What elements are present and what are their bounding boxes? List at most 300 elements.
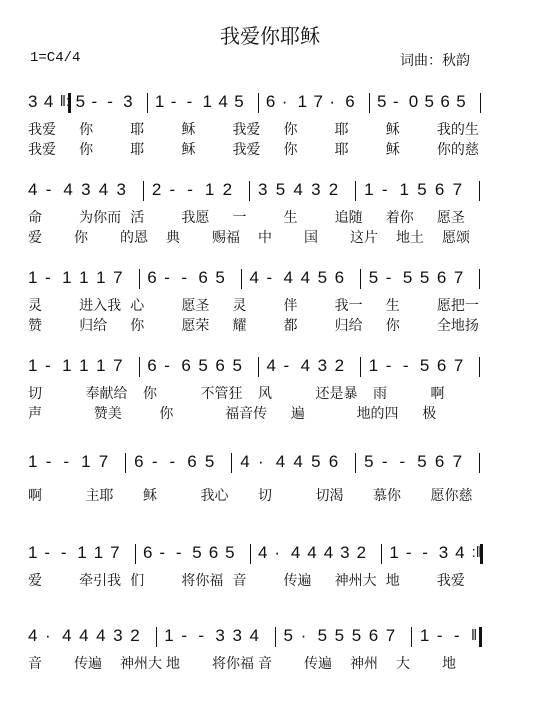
lyric-word: 牵引我 [79, 573, 122, 589]
note-token: - [45, 180, 52, 199]
note-token: 2 [328, 180, 339, 199]
lyric-word: 神州大 [120, 656, 162, 672]
barline [143, 181, 144, 201]
note-token: - [186, 92, 193, 111]
repeat-sign: ‖: [59, 93, 71, 110]
lyric-word: 传遍 [304, 656, 332, 672]
lyric-word: 你 [79, 142, 94, 158]
note-token: 6 [436, 356, 447, 375]
lyric-word: 主耶 [85, 488, 114, 504]
barline [156, 627, 157, 647]
note-token: 6 [147, 356, 157, 375]
note-token: 5 [351, 626, 362, 645]
lyric-word: 灵 [28, 298, 42, 314]
note-token: 1 [399, 180, 409, 199]
note-token: 4 [300, 356, 311, 375]
barline [479, 627, 482, 647]
note-token: 5 [275, 180, 286, 199]
lyric-word: 我爱 [436, 573, 465, 589]
note-token: 5 [402, 268, 413, 287]
note-token: 6 [134, 452, 144, 471]
lyric-word: 灵 [232, 298, 247, 314]
lyric-word: 你 [283, 122, 298, 138]
lyric-word: 切 [258, 488, 272, 504]
lyric-word: 耶 [130, 122, 145, 138]
barline [479, 357, 480, 377]
note-token: 0 [408, 92, 419, 111]
note-token: - [170, 92, 177, 111]
note-token: 1 [28, 268, 38, 287]
note-token: - [63, 452, 70, 471]
note-token: 3 [123, 92, 133, 111]
lyric-word: 传遍 [74, 656, 102, 672]
lyric-word: 全地扬 [436, 318, 479, 334]
note-token: 5 [198, 356, 208, 375]
barline [381, 544, 382, 564]
lyric-word: 国 [304, 230, 318, 246]
note-token: 6 [181, 356, 191, 375]
note-token: 5 [364, 452, 374, 471]
note-token: 3 [340, 543, 350, 562]
lyricist-composer-credit: 词曲：秋韵 [400, 53, 470, 69]
lyric-word: 地的四 [356, 406, 399, 422]
barline [147, 93, 148, 113]
lyric-word: 心 [130, 298, 145, 314]
note-token: 4 [290, 543, 301, 562]
repeat-sign: ‖ [470, 627, 478, 644]
note-token: 6 [345, 92, 355, 111]
note-token: 5 [424, 92, 435, 111]
note-token: - [107, 92, 113, 111]
lyric-word: 我的生 [436, 122, 479, 138]
lyric-line-2 [28, 591, 488, 611]
note-token: - [198, 626, 205, 645]
notation-line [28, 178, 488, 202]
lyric-word: 耀 [232, 318, 247, 334]
note-token: - [164, 268, 170, 287]
lyric-word: 风 [258, 386, 272, 402]
barline [360, 357, 361, 377]
lyric-word: 赞 [28, 318, 42, 334]
lyric-word: 你的慈 [436, 142, 479, 158]
note-token: 3 [113, 626, 123, 645]
barline [231, 453, 232, 473]
note-token: 3 [232, 626, 242, 645]
note-token: 7 [452, 180, 463, 199]
lyric-word: 你 [79, 122, 94, 138]
lyric-word: 愿你慈 [430, 488, 473, 504]
lyric-word: 奉献给 [85, 386, 128, 402]
lyric-word: 愿圣 [436, 210, 465, 226]
lyric-word: 稣 [181, 122, 196, 138]
note-token: 7 [98, 452, 109, 471]
lyric-word: 地土 [396, 230, 424, 246]
note-token: 1 [79, 268, 89, 287]
note-token: - [164, 356, 170, 375]
note-token: 3 [317, 356, 328, 375]
lyric-word: 愿颂 [442, 230, 470, 246]
note-token: 5 [234, 92, 244, 111]
note-token: 3 [258, 180, 268, 199]
lyric-word: 慕你 [373, 488, 401, 504]
note-token: 1 [96, 268, 106, 287]
lyric-word: 活 [130, 210, 145, 226]
note-token: 6 [334, 268, 345, 287]
lyric-word: 稣 [181, 142, 196, 158]
lyric-word: 归给 [79, 318, 108, 334]
note-token: - [45, 268, 51, 287]
barline [258, 93, 259, 113]
note-token: 4 [28, 626, 38, 645]
note-token: 7 [113, 356, 123, 375]
lyric-word: 赞美 [93, 406, 122, 422]
lyric-line-1 [28, 384, 488, 404]
note-token: 6 [440, 92, 450, 111]
note-token: 2 [130, 626, 140, 645]
barline [275, 627, 276, 647]
note-token: 1 [28, 356, 38, 375]
note-token: 2 [356, 543, 367, 562]
note-token: 2 [151, 180, 162, 199]
barline [355, 453, 356, 473]
lyric-word: 一 [232, 210, 247, 226]
lyric-line-2 [28, 674, 488, 694]
note-token: 5 [419, 356, 430, 375]
lyric-word: 稣 [385, 142, 400, 158]
note-token: 5 [317, 268, 328, 287]
lyric-line-2 [28, 140, 488, 160]
lyric-word: 雨 [373, 386, 387, 402]
lyric-line-2 [28, 228, 488, 248]
note-token: · [274, 543, 281, 562]
barline [249, 181, 250, 201]
repeat-sign: :‖ [471, 544, 482, 561]
lyric-line-2 [28, 404, 488, 424]
barline [258, 357, 259, 377]
lyric-word: 音 [258, 656, 272, 672]
note-token: - [392, 92, 399, 111]
note-token: · [300, 626, 307, 645]
note-token: 1 [96, 356, 106, 375]
note-token: 1 [419, 626, 430, 645]
note-token: 1 [368, 356, 379, 375]
note-token: 6 [368, 626, 379, 645]
lyric-word: 生 [283, 210, 298, 226]
note-token: 1 [202, 92, 212, 111]
note-token: 7 [385, 626, 396, 645]
note-token: 1 [77, 543, 87, 562]
lyric-word: 大 [396, 656, 410, 672]
note-token: 7 [113, 268, 123, 287]
lyric-word: 我愿 [181, 210, 210, 226]
lyric-word: 这片 [350, 230, 378, 246]
lyric-word: 中 [258, 230, 272, 246]
lyric-word: 我一 [334, 298, 363, 314]
note-token: 5 [334, 626, 345, 645]
note-token: 4 [258, 543, 268, 562]
lyric-word: 地 [442, 656, 456, 672]
lyric-word: 我爱 [28, 122, 56, 138]
lyric-word: 的恩 [120, 230, 148, 246]
note-token: · [281, 92, 288, 111]
barline [369, 93, 370, 113]
note-token: - [453, 626, 460, 645]
note-token: 1 [204, 180, 215, 199]
barline [479, 453, 480, 473]
lyric-word: 爱 [28, 573, 42, 589]
barline [360, 269, 361, 289]
note-token: 4 [249, 268, 259, 287]
lyric-word: 进入我 [79, 298, 122, 314]
lyric-word: 稣 [143, 488, 157, 504]
lyric-word: 地 [166, 656, 180, 672]
note-token: 5 [368, 268, 379, 287]
lyric-word: 都 [283, 318, 298, 334]
note-token: - [266, 268, 273, 287]
note-token: 4 [293, 452, 303, 471]
note-token: - [175, 543, 182, 562]
lyric-line-1 [28, 571, 488, 591]
note-token: - [399, 452, 406, 471]
note-token: 5 [317, 626, 328, 645]
note-token: 4 [275, 452, 286, 471]
lyric-word: 赐福 [212, 230, 240, 246]
notation-line [28, 624, 488, 648]
lyric-word: 我爱 [232, 142, 261, 158]
lyric-line-1 [28, 486, 488, 506]
notation-line [28, 90, 488, 114]
note-token: 4 [28, 180, 38, 199]
lyric-word: 切渴 [315, 488, 344, 504]
note-token: 4 [218, 92, 228, 111]
note-token: 1 [164, 626, 174, 645]
barline [125, 453, 126, 473]
note-token: - [283, 356, 290, 375]
lyric-word: 神州 [350, 656, 378, 672]
lyric-word: 追随 [334, 210, 363, 226]
note-token: 4 [249, 626, 259, 645]
lyric-word: 伴 [283, 298, 298, 314]
note-token: 4 [62, 626, 72, 645]
lyric-word: 为你而 [79, 210, 122, 226]
lyric-word: 你 [159, 406, 174, 422]
lyric-word: 典 [166, 230, 180, 246]
note-token: 1 [28, 452, 38, 471]
note-token: 4 [300, 268, 311, 287]
note-token: 5 [232, 356, 242, 375]
lyric-line-2 [28, 506, 488, 526]
note-token: 6 [198, 268, 208, 287]
barline [480, 93, 481, 113]
note-token: - [385, 356, 392, 375]
notation-line [28, 450, 488, 474]
lyric-word: 你 [385, 318, 400, 334]
lyric-word: 愿圣 [181, 298, 210, 314]
note-token: 5 [417, 452, 427, 471]
note-token: · [258, 452, 264, 471]
lyric-word: 切 [28, 386, 42, 402]
note-token: 1 [389, 543, 399, 562]
lyric-word: 我爱 [28, 142, 56, 158]
note-token: 7 [313, 92, 323, 111]
note-token: 6 [434, 180, 445, 199]
note-token: 3 [215, 626, 225, 645]
note-token: · [45, 626, 51, 645]
barline [241, 269, 242, 289]
note-token: 7 [453, 268, 464, 287]
note-token: - [45, 452, 52, 471]
lyric-word: 音 [28, 656, 42, 672]
lyric-word: 啊 [430, 386, 445, 402]
barline [411, 627, 412, 647]
note-token: 5 [283, 626, 294, 645]
note-token: 6 [215, 356, 225, 375]
lyric-word: 声 [28, 406, 42, 422]
note-token: - [385, 268, 392, 287]
note-token: 4 [63, 180, 73, 199]
note-token: 3 [116, 180, 126, 199]
note-token: 6 [208, 543, 219, 562]
note-token: 4 [307, 543, 317, 562]
note-token: 4 [79, 626, 89, 645]
note-token: - [91, 92, 98, 111]
note-token: - [402, 356, 409, 375]
note-token: 5 [192, 543, 202, 562]
note-token: 3 [81, 180, 91, 199]
note-token: - [45, 356, 51, 375]
barline [479, 269, 480, 289]
notation-line [28, 541, 488, 565]
note-token: 1 [154, 92, 165, 111]
note-token: 4 [266, 356, 276, 375]
note-token: - [151, 452, 158, 471]
note-token: - [405, 543, 412, 562]
lyric-word: 啊 [28, 488, 42, 504]
note-token: 7 [453, 356, 464, 375]
note-token: 5 [376, 92, 387, 111]
note-token: 3 [438, 543, 449, 562]
lyric-word: 音 [232, 573, 247, 589]
note-token: · [329, 92, 336, 111]
note-token: 3 [28, 92, 38, 111]
note-token: 4 [240, 452, 250, 471]
note-token: 6 [147, 268, 157, 287]
lyric-word: 你 [130, 318, 145, 334]
note-token: 6 [143, 543, 153, 562]
note-token: 5 [417, 180, 427, 199]
lyric-word: 着你 [385, 210, 414, 226]
lyric-word: 耶 [334, 142, 349, 158]
lyric-word: 地 [385, 573, 400, 589]
note-token: 7 [110, 543, 120, 562]
lyric-word: 们 [130, 573, 145, 589]
lyric-word: 将你福 [181, 573, 224, 589]
barline [355, 181, 356, 201]
note-token: 1 [28, 543, 38, 562]
notation-line [28, 266, 488, 290]
lyric-word: 将你福 [212, 656, 254, 672]
barline [139, 357, 140, 377]
note-token: 4 [98, 180, 109, 199]
note-token: - [60, 543, 67, 562]
lyric-word: 稣 [385, 122, 400, 138]
note-token: - [181, 268, 187, 287]
note-token: - [436, 626, 443, 645]
lyric-word: 极 [422, 406, 437, 422]
note-token: 6 [187, 452, 197, 471]
note-token: 2 [334, 356, 345, 375]
note-token: 3 [311, 180, 321, 199]
note-token: 1 [62, 268, 72, 287]
note-token: 1 [93, 543, 104, 562]
lyric-word: 耶 [334, 122, 349, 138]
note-token: 5 [204, 452, 215, 471]
note-token: 1 [364, 180, 374, 199]
lyric-word: 不管狂 [200, 386, 243, 402]
note-token: 4 [96, 626, 106, 645]
lyric-line-1 [28, 296, 488, 316]
barline [479, 181, 480, 201]
lyric-word: 我心 [200, 488, 229, 504]
note-token: 5 [215, 268, 225, 287]
note-token: 2 [222, 180, 233, 199]
note-token: 1 [79, 356, 89, 375]
lyric-word: 生 [385, 298, 400, 314]
lyric-word: 神州大 [334, 573, 377, 589]
note-token: 1 [297, 92, 308, 111]
note-token: 5 [75, 92, 86, 111]
key-signature: 1=C4/4 [30, 50, 81, 66]
note-token: - [187, 180, 193, 199]
barline [139, 269, 140, 289]
song-title: 我爱你耶稣 [220, 24, 320, 48]
notation-line [28, 354, 488, 378]
note-token: 6 [328, 452, 339, 471]
lyric-word: 愿把一 [436, 298, 479, 314]
note-token: - [181, 626, 187, 645]
lyric-word: 你 [283, 142, 298, 158]
note-token: 5 [456, 92, 466, 111]
note-token: 4 [323, 543, 334, 562]
note-token: 6 [434, 452, 445, 471]
note-token: 5 [419, 268, 430, 287]
lyric-word: 爱 [28, 230, 42, 246]
note-token: - [169, 452, 176, 471]
lyric-word: 我爱 [232, 122, 261, 138]
note-token: - [169, 180, 176, 199]
lyric-line-1 [28, 208, 488, 228]
lyric-word: 命 [28, 210, 42, 226]
lyric-word: 你 [74, 230, 88, 246]
lyric-word: 归给 [334, 318, 363, 334]
note-token: - [422, 543, 428, 562]
note-token: 4 [455, 543, 465, 562]
note-token: 6 [265, 92, 276, 111]
note-token: - [44, 543, 51, 562]
lyric-word: 传遍 [283, 573, 312, 589]
lyric-line-2 [28, 316, 488, 336]
note-token: 6 [436, 268, 447, 287]
note-token: 1 [81, 452, 91, 471]
note-token: 5 [225, 543, 235, 562]
lyric-word: 福音传 [225, 406, 268, 422]
note-token: - [381, 452, 388, 471]
note-token: 4 [43, 92, 54, 111]
barline [250, 544, 251, 564]
note-token: - [159, 543, 166, 562]
note-token: 4 [293, 180, 303, 199]
barline [135, 544, 136, 564]
